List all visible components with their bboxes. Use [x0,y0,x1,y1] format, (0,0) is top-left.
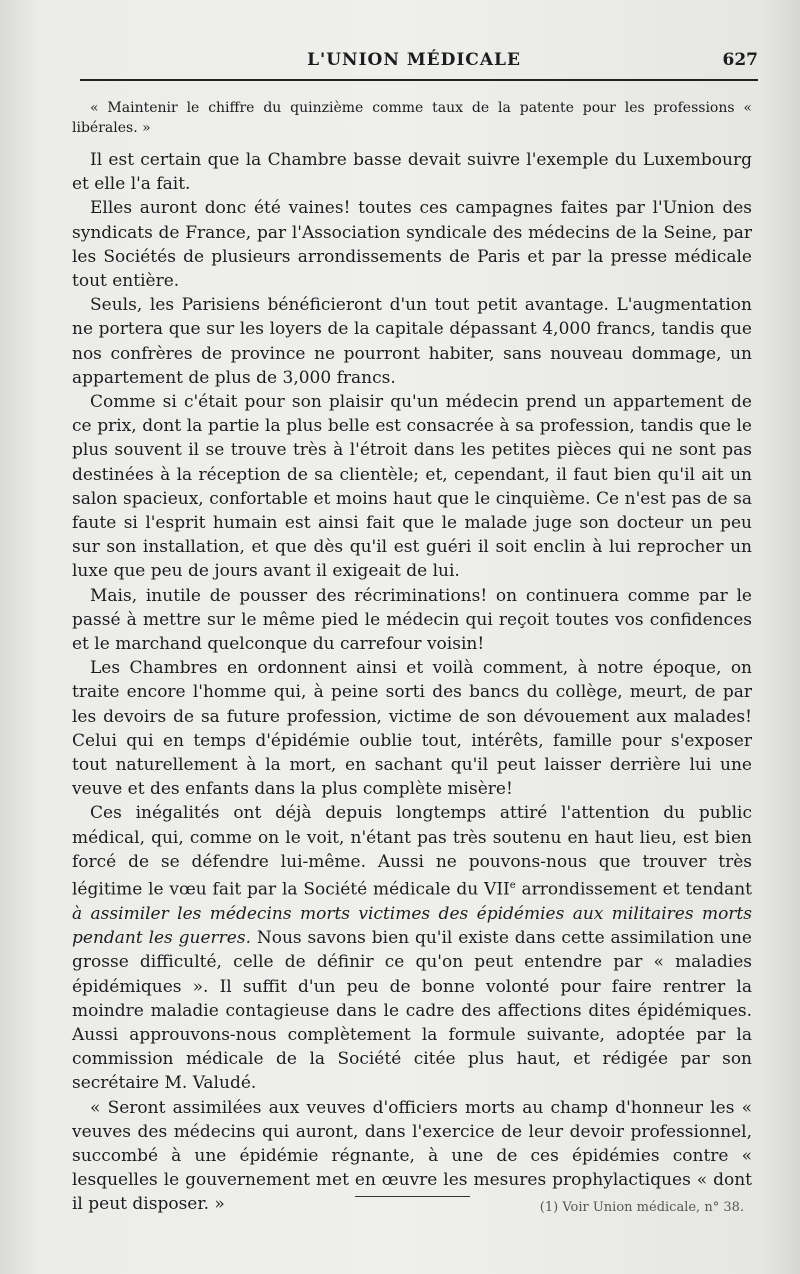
header-rule [80,79,758,81]
paragraph-text: Ces inégalités ont déjà depuis longtemps attiré l'attention du public médical, qui, comme on le voit, n'étant pas très soutenu en haut lieu, est bien forcé de se défendre lui-même. Aussi ne pouvons-nous que trouver très légitime le vœu fait par la Société médicale du VII [72,803,752,900]
article-body [72,98,752,1217]
paragraph: Comme si c'était pour son plaisir qu'un médecin prend un appartement de ce prix, dont la partie la plus belle est consacrée à sa profession, tandis que le plus souvent il se trouve très à l'étroit dans les petites pièces qui ne sont pas destinées à la réception de sa clientèle; et, cependant, il faut bien qu'il ait un salon spacieux, confortable et moins haut que le cinquième. Ce n'est pas de sa faute si l'esprit humain est ainsi fait que le malade juge son docteur un peu sur son installation, et que dès qu'il est guéri il soit enclin à lui reprocher un luxe que peu de jours avant il exigeait de lui. [72,392,752,582]
paragraph-text: Nous savons bien qu'il existe dans cette assimilation une grosse difficulté, celle de définir ce qu'on peut entendre par « maladies épidémiques ». Il suffit d'un peu de bonne volonté pour faire rentrer la moindre maladie contagieuse dans le cadre des affections dites épidémiques. Aussi approuvons-nous complètement la formule suivante, adoptée par la commission médicale de la Société citée plus haut, et rédigée par son secrétaire M. Valudé. [72,928,752,1094]
paragraph: Il est certain que la Chambre basse devait suivre l'exemple du Luxembourg et elle l'a fait. [72,150,752,195]
journal-title: L'UNION MÉDICALE [307,50,521,70]
footnote: (1) Voir Union médicale, n° 38. [539,1200,744,1215]
paragraph-text: arrondissement et tendant [515,879,752,900]
footnote-rule [355,1196,470,1197]
running-header [70,44,758,78]
paragraph-assimilation [72,801,752,1095]
paragraph: Mais, inutile de pousser des récriminations! on continuera comme par le passé à mettre sur le même pied le médecin qui reçoit toutes vos confidences et le marchand quelconque du carrefour voisin! [72,585,752,655]
paragraph: Elles auront donc été vaines! toutes ces campagnes faites par l'Union des syndicats de France, par l'Association syndicale des médecins de la Seine, par les Sociétés de plusieurs arrondissements de Paris et par la presse médicale tout entière. [72,198,752,292]
closing-quote: « Seront assimilées aux veuves d'officiers morts au champ d'honneur les « veuves des médecins qui auront, dans l'exercice de leur devoir professionnel, succombé à une épidémie régnante, à une de ces épidémies contre « lesquelles le gouvernement met en œuvre les mesures prophylactiques « dont il peut disposer. » [72,1097,752,1215]
paragraph: Seuls, les Parisiens bénéficieront d'un tout petit avantage. L'augmentation ne portera que sur les loyers de la capitale dépassant 4,000 francs, tandis que nos confrères de province ne pourront habiter, sans nouveau dommage, un appartement de plus de 3,000 francs. [72,295,752,388]
italic-phrase: à assimiler les médecins morts victimes des épidémies aux militaires morts pendant les guerres. [72,903,752,949]
paragraph: Les Chambres en ordonnent ainsi et voilà comment, à notre époque, on traite encore l'homme qui, à peine sorti des bancs du collège, meurt, de par les devoirs de sa future profession, victime de son dévouement aux malades! Celui qui en temps d'épidémie oublie tout, intérêts, famille pour s'exposer tout naturellement à la mort, en sachant qu'il peut laisser derrière lui une veuve et des enfants dans la plus complète misère! [72,658,752,800]
page-number: 627 [722,50,758,70]
superscript: e [509,880,516,892]
opening-quote: « Maintenir le chiffre du quinzième comme taux de la patente pour les professions « libérales. » [72,100,752,136]
